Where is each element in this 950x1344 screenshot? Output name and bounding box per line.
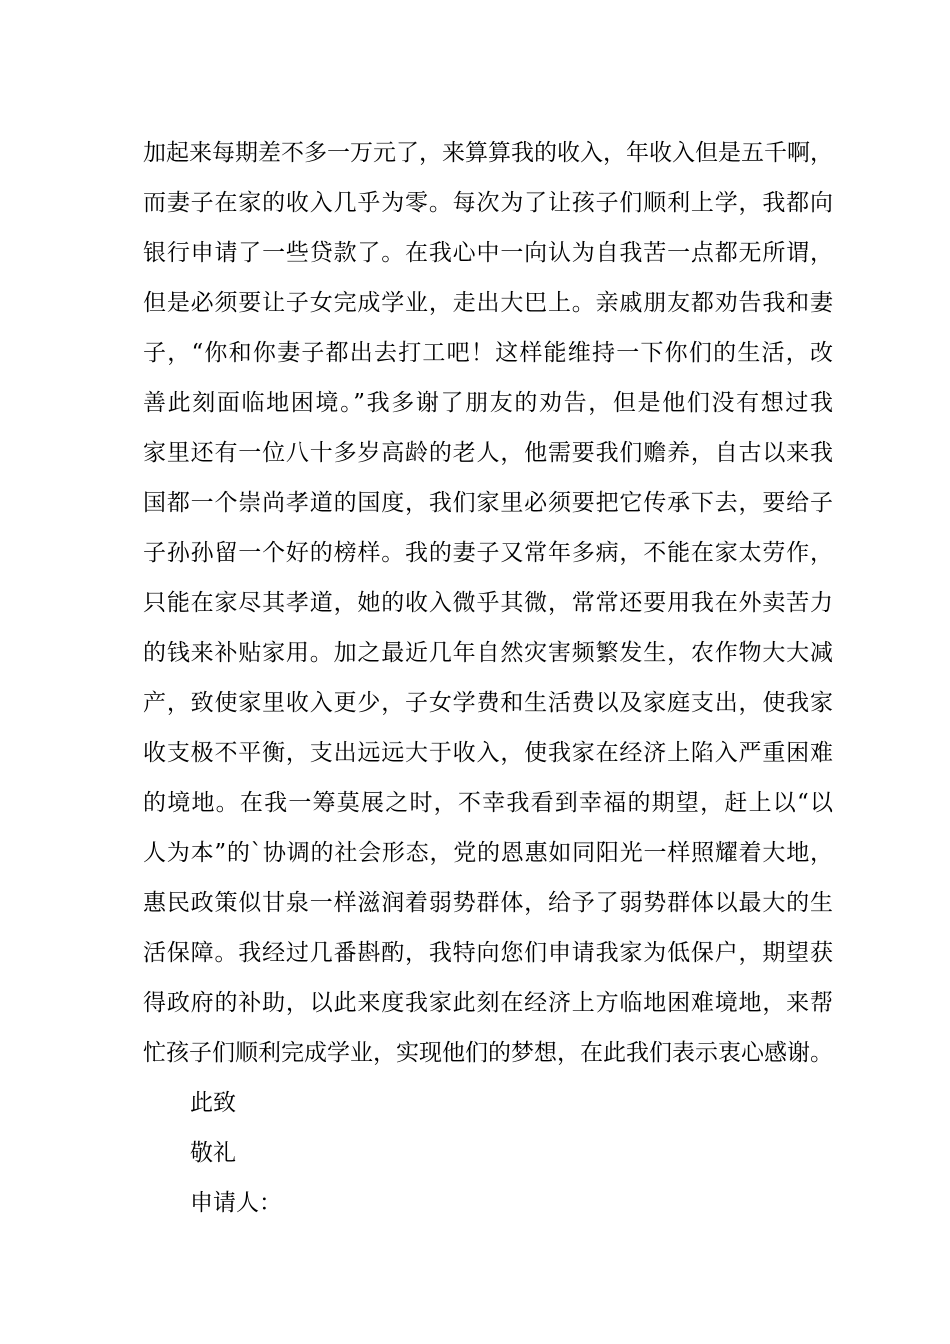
body-line-6: 善此刻面临地困境。”我多谢了朋友的劝告，但是他们没有想过我 (143, 390, 833, 416)
body-line-11: 的钱来补贴家用。加之最近几年自然灾害频繁发生，农作物大大减 (143, 640, 833, 666)
body-line-13: 收支极不平衡，支出远远大于收入，使我家在经济上陷入严重困难 (143, 740, 833, 766)
body-line-5: 子，“你和你妻子都出去打工吧！这样能维持一下你们的生活，改 (143, 340, 833, 366)
body-line-18: 得政府的补助，以此来度我家此刻在经济上方临地困难境地，来帮 (143, 990, 833, 1016)
body-line-14: 的境地。在我一筹莫展之时，不幸我看到幸福的期望，赶上以“以 (143, 790, 833, 816)
body-line-1: 加起来每期差不多一万元了，来算算我的收入，年收入但是五千啊， (143, 140, 833, 166)
body-line-2: 而妻子在家的收入几乎为零。每次为了让孩子们顺利上学，我都向 (143, 190, 833, 216)
body-line-15: 人为本”的`协调的社会形态，党的恩惠如同阳光一样照耀着大地， (143, 840, 833, 866)
body-line-17: 活保障。我经过几番斟酌，我特向您们申请我家为低保户，期望获 (143, 940, 833, 966)
body-line-10: 只能在家尽其孝道，她的收入微乎其微，常常还要用我在外卖苦力 (143, 590, 833, 616)
body-line-19: 忙孩子们顺利完成学业，实现他们的梦想，在此我们表示衷心感谢。 (143, 1040, 833, 1066)
applicant-label: 申请人： (190, 1190, 282, 1216)
regards-text: 敬礼 (190, 1140, 236, 1166)
body-line-12: 产，致使家里收入更少，子女学费和生活费以及家庭支出，使我家 (143, 690, 833, 716)
body-line-7: 家里还有一位八十多岁高龄的老人，他需要我们赡养，自古以来我 (143, 440, 833, 466)
letter-closing (190, 1078, 282, 1228)
letter-body (143, 128, 833, 1078)
body-line-9: 子孙孙留一个好的榜样。我的妻子又常年多病，不能在家太劳作， (143, 540, 833, 566)
body-line-4: 但是必须要让子女完成学业，走出大巴上。亲戚朋友都劝告我和妻 (143, 290, 833, 316)
salutation-text: 此致 (190, 1090, 236, 1116)
body-line-8: 国都一个崇尚孝道的国度，我们家里必须要把它传承下去，要给子 (143, 490, 833, 516)
body-line-3: 银行申请了一些贷款了。在我心中一向认为自我苦一点都无所谓， (143, 240, 833, 266)
body-line-16: 惠民政策似甘泉一样滋润着弱势群体，给予了弱势群体以最大的生 (143, 890, 833, 916)
